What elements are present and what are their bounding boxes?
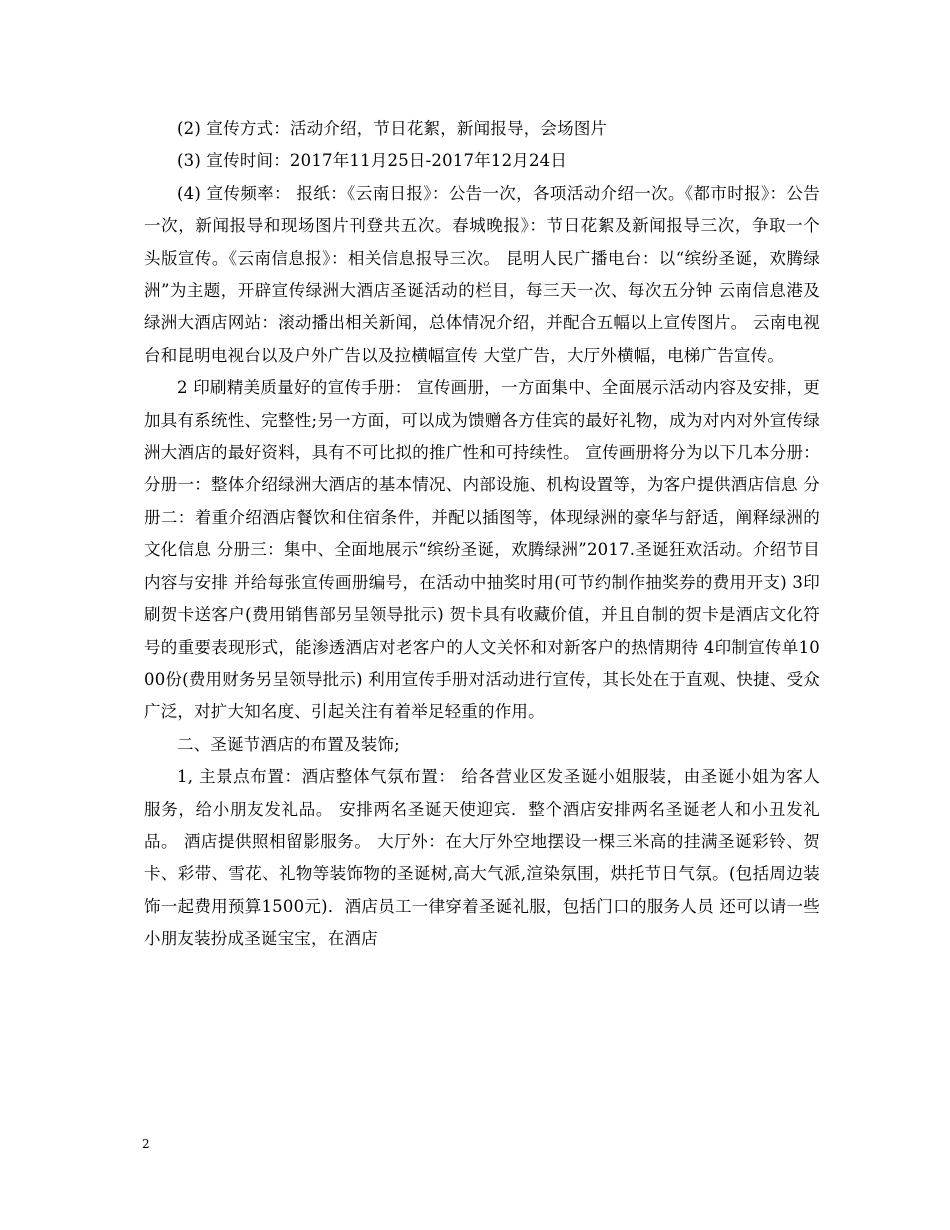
paragraph-publicity-method: (2) 宣传方式：活动介绍，节日花絮，新闻报导，会场图片 [177,119,608,138]
page-number: 2 [142,1137,150,1151]
paragraph-brochure: 2 印刷精美质量好的宣传手册： 宣传画册，一方面集中、全面展示活动内容及安排，更加具有系统性、完整性;另一方面，可以成为馈赠各方佳宾的最好礼物，成为对内对外宣传绿洲大酒店的最好资料，具有不可比拟的推广性和可持续性。 宣传画册将分为以下几本分册： 分册一：整体介绍绿洲大酒店的基本情况、内部设施、机构设置等，为客户提供酒店信息 分册二：着重介绍酒店餐饮和住宿条件，并配以插图等，体现绿洲的豪华与舒适，阐释绿洲的文化信息 分册三：集中、全面地展示“缤纷圣诞，欢腾绿洲”2017.圣诞狂欢活动。介绍节目内容与安排 并给每张宣传画册编号，在活动中抽奖时用(可节约制作抽奖券的费用开支) 3印刷贺卡送客户(费用销售部另呈领导批示) 贺卡具有收藏价值，并且自制的贺卡是酒店文化符号的重要表现形式，能渗透酒店对老客户的人文关怀和对新客户的热情期待 4印制宣传单1000份(费用财务另呈领导批示) 利用宣传手册对活动进行宣传，其长处在于直观、快捷、受众广泛，对扩大知名度、引起关注有着举足轻重的作用。 [144,378,820,722]
paragraph-main-scene: 1, 主景点布置：酒店整体气氛布置： 给各营业区发圣诞小姐服装，由圣诞小姐为客人服务，给小朋友发礼品。 安排两名圣诞天使迎宾．整个酒店安排两名圣诞老人和小丑发礼品。 酒店提供照相留影服务。 大厅外：在大厅外空地摆设一棵三米高的挂满圣诞彩铃、贺卡、彩带、雪花、礼物等装饰物的圣诞树,高大气派,渲染氛围，烘托节日气氛。(包括周边装饰一起费用预算1500元)．酒店员工一律穿着圣诞礼服，包括门口的服务人员 还可以请一些小朋友装扮成圣诞宝宝，在酒店 [144,767,820,949]
document-body [144,113,820,956]
paragraph-publicity-time: (3) 宣传时间：2017年11月25日-2017年12月24日 [177,151,568,171]
section-heading-decoration: 二、圣诞节酒店的布置及装饰; [177,734,400,754]
paragraph-publicity-frequency: (4) 宣传频率： 报纸：《云南日报》：公告一次，各项活动介绍一次。《都市时报》：公告一次，新闻报导和现场图片刊登共五次。春城晚报》：节日花絮及新闻报导三次，争取一个头版宣传。《云南信息报》：相关信息报导三次。 昆明人民广播电台：以“缤纷圣诞，欢腾绿洲”为主题，开辟宣传绿洲大酒店圣诞活动的栏目，每三天一次、每次五分钟 云南信息港及绿洲大酒店网站：滚动播出相关新闻，总体情况介绍，并配合五幅以上宣传图片。 云南电视台和昆明电视台以及户外广告以及拉横幅宣传 大堂广告，大厅外横幅，电梯广告宣传。 [144,183,820,365]
